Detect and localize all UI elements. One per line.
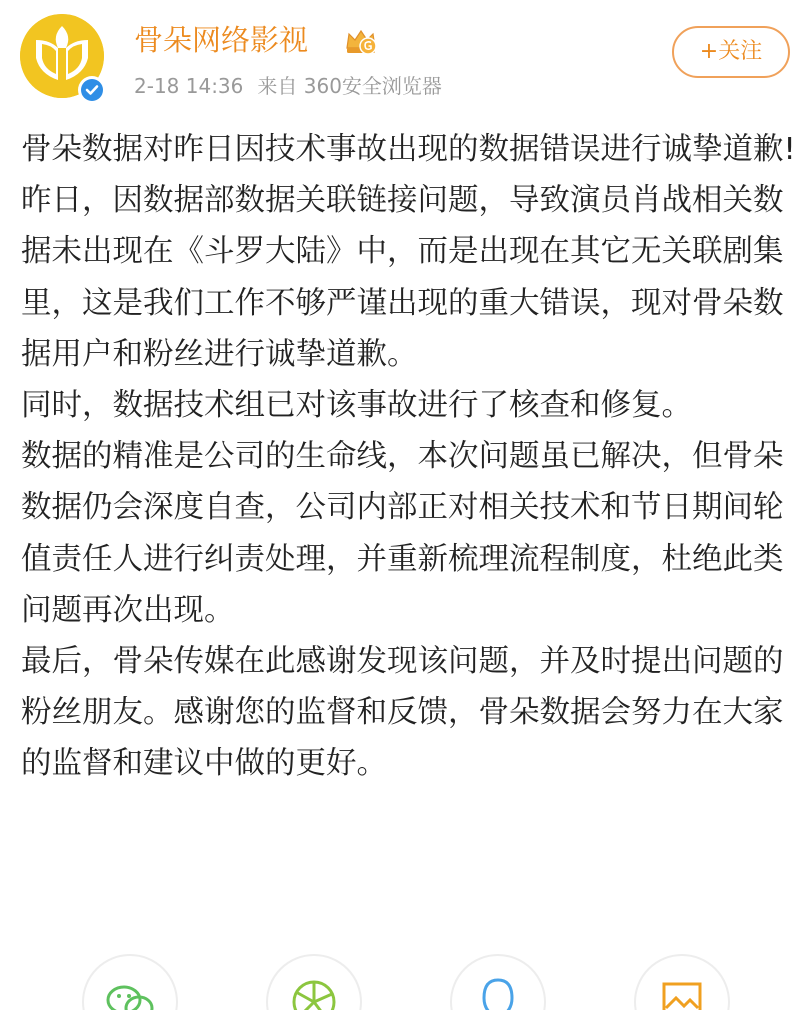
follow-button[interactable]: +关注 xyxy=(672,26,790,78)
member-crown-icon xyxy=(344,26,378,56)
share-wechat-button[interactable] xyxy=(82,954,178,1010)
picture-icon xyxy=(636,956,728,1010)
account-name[interactable]: 骨朵网络影视 xyxy=(134,23,309,57)
post-content xyxy=(21,124,801,790)
post-paragraph: 数据的精准是公司的生命线，本次问题虽已解决，但骨朵数据仍会深度自查，公司内部正对相关技术和节日期间轮值责任人进行纠责处理，并重新梳理流程制度，杜绝此类问题再次出现。 xyxy=(21,439,784,628)
post-timestamp: 2-18 14:36 xyxy=(134,74,244,98)
share-picture-button[interactable] xyxy=(634,954,730,1010)
post-source: 来自 360安全浏览器 xyxy=(257,74,442,98)
share-moments-button[interactable] xyxy=(266,954,362,1010)
post-paragraph: 昨日，因数据部数据关联链接问题，导致演员肖战相关数据未出现在《斗罗大陆》中，而是出现在其它无关联剧集里，这是我们工作不够严谨出现的重大错误，现对骨朵数据用户和粉丝进行诚挚道歉。 xyxy=(21,183,784,372)
post-paragraph: 同时，数据技术组已对该事故进行了核查和修复。 xyxy=(21,388,692,424)
share-bar xyxy=(0,950,812,1010)
post-header xyxy=(0,0,812,118)
post-meta xyxy=(134,70,442,102)
post-paragraph: 骨朵数据对昨日因技术事故出现的数据错误进行诚挚道歉! xyxy=(21,132,796,167)
moments-icon xyxy=(268,956,360,1010)
qq-icon xyxy=(452,956,544,1010)
post-paragraph: 最后，骨朵传媒在此感谢发现该问题，并及时提出问题的粉丝朋友。感谢您的监督和反馈，骨朵数据会努力在大家的监督和建议中做的更好。 xyxy=(21,644,784,782)
verified-check-icon xyxy=(81,79,103,101)
wechat-icon xyxy=(84,956,176,1010)
share-qq-button[interactable] xyxy=(450,954,546,1010)
verified-badge xyxy=(78,76,106,104)
